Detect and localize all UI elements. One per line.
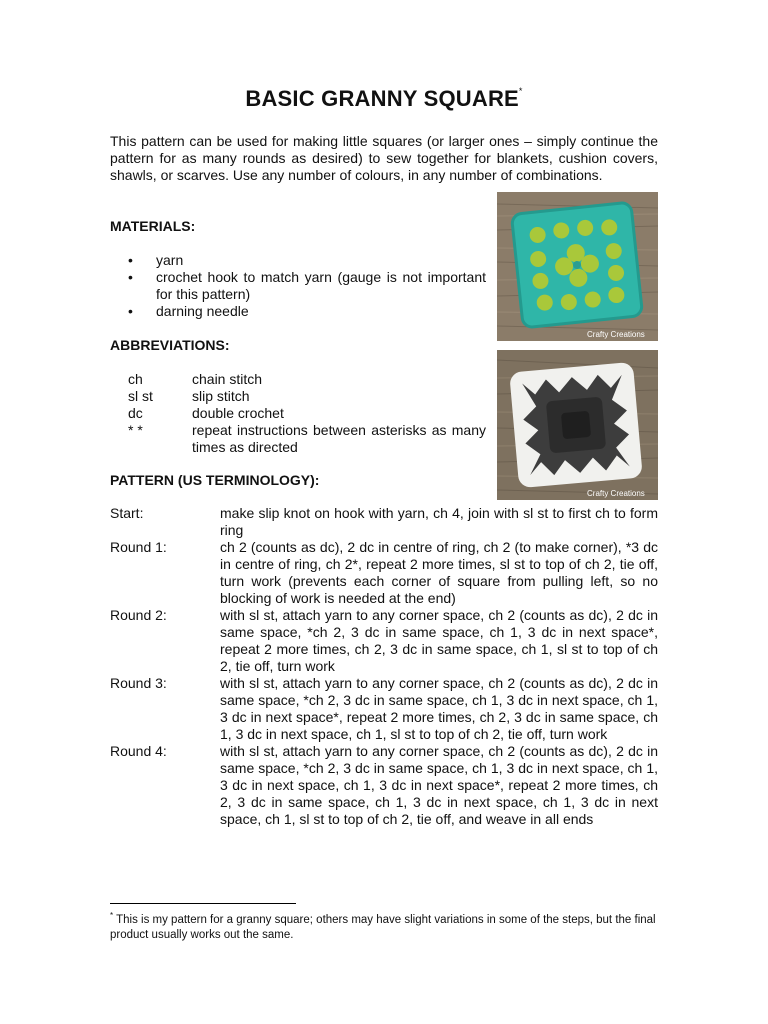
abbreviations-list bbox=[128, 371, 486, 456]
granny-square-teal-image bbox=[497, 192, 658, 341]
footnote-divider bbox=[110, 903, 296, 904]
list-item: • darning needle bbox=[110, 303, 486, 320]
page-title: BASIC GRANNY SQUARE* bbox=[245, 85, 523, 111]
list-item: • crochet hook to match yarn (gauge is not important for this pattern) bbox=[110, 269, 486, 303]
materials-list bbox=[110, 252, 486, 320]
step-text: make slip knot on hook with yarn, ch 4, join with sl st to first ch to form ring bbox=[220, 505, 658, 538]
step-text: ch 2 (counts as dc), 2 dc in centre of ring, ch 2 (to make corner), *3 dc in centre of ring, ch 2*, repeat 2 more times, sl st to top of ch 2, tie off, turn work (prevents each corner of square from pulling left, so no blocking of work is needed at the end) bbox=[220, 539, 658, 606]
abbreviation-term: ch bbox=[128, 371, 143, 387]
pattern-step bbox=[110, 607, 658, 675]
granny-square-photo-teal bbox=[497, 192, 658, 341]
title-footnote-mark: * bbox=[518, 85, 523, 96]
step-text: with sl st, attach yarn to any corner space, ch 2 (counts as dc), 2 dc in same space, *ch 2, 3 dc in same space, ch 1, 3 dc in next space, ch 1, 3 dc in next space*, repeat 2 more times, ch 2, 3 dc in same space, ch 1, 3 dc in next space, ch 1, sl st to top of ch 2, tie off, turn work bbox=[220, 675, 658, 742]
abbreviation-definition: slip stitch bbox=[192, 388, 250, 404]
footnote-text: This is my pattern for a granny square; others may have slight variations in some of the steps, but the final product usually works out the same. bbox=[110, 913, 656, 941]
materials-heading: MATERIALS: bbox=[110, 218, 196, 234]
footnote bbox=[110, 908, 658, 943]
abbreviation-row bbox=[128, 388, 486, 405]
pattern-heading: PATTERN (US TERMINOLOGY): bbox=[110, 472, 320, 488]
step-label: Start: bbox=[110, 505, 144, 521]
photo-watermark: Crafty Creations bbox=[587, 489, 645, 498]
step-label: Round 4: bbox=[110, 743, 167, 759]
step-text: with sl st, attach yarn to any corner space, ch 2 (counts as dc), 2 dc in same space, *ch 2, 3 dc in same space, ch 1, 3 dc in next space, ch 1, 3 dc in next space, ch 1, 3 dc in next space*, repeat 2 more times, ch 2, 3 dc in same space, ch 1, 3 dc in next space, ch 1, 3 dc in next space, ch 1, sl st to top of ch 2, tie off, and weave in all ends bbox=[220, 743, 658, 827]
granny-square-photo-charcoal bbox=[497, 350, 658, 500]
abbreviations-heading: ABBREVIATIONS: bbox=[110, 337, 230, 353]
pattern-step bbox=[110, 505, 658, 539]
photo-watermark: Crafty Creations bbox=[587, 330, 645, 339]
pattern-step bbox=[110, 675, 658, 743]
abbreviation-term: * * bbox=[128, 422, 143, 438]
intro-paragraph: This pattern can be used for making little squares (or larger ones – simply continue the pattern for as many rounds as desired) to sew together for blankets, cushion covers, shawls, or scarves. Use any number of colours, in any number of combinations. bbox=[110, 133, 658, 183]
pattern-step bbox=[110, 743, 658, 828]
pattern-steps bbox=[110, 505, 658, 828]
list-item: • yarn bbox=[110, 252, 486, 269]
footnote-mark: * bbox=[110, 911, 114, 920]
abbreviation-row bbox=[128, 405, 486, 422]
abbreviation-term: dc bbox=[128, 405, 143, 421]
abbreviation-row bbox=[128, 422, 486, 456]
step-label: Round 3: bbox=[110, 675, 167, 691]
abbreviation-row bbox=[128, 371, 486, 388]
step-text: with sl st, attach yarn to any corner space, ch 2 (counts as dc), 2 dc in same space, *ch 2, 3 dc in same space, ch 1, 3 dc in next space*, repeat 2 more times, ch 2, 3 dc in same space, ch 1, sl st to top of ch 2, tie off, turn work bbox=[220, 607, 658, 674]
step-label: Round 2: bbox=[110, 607, 167, 623]
abbreviation-definition: chain stitch bbox=[192, 371, 263, 387]
step-label: Round 1: bbox=[110, 539, 167, 555]
abbreviation-definition: repeat instructions between asterisks as many times as directed bbox=[192, 422, 486, 455]
pattern-step bbox=[110, 539, 658, 607]
abbreviation-term: sl st bbox=[128, 388, 153, 404]
abbreviation-definition: double crochet bbox=[192, 405, 284, 421]
granny-square-charcoal-image bbox=[497, 350, 658, 500]
